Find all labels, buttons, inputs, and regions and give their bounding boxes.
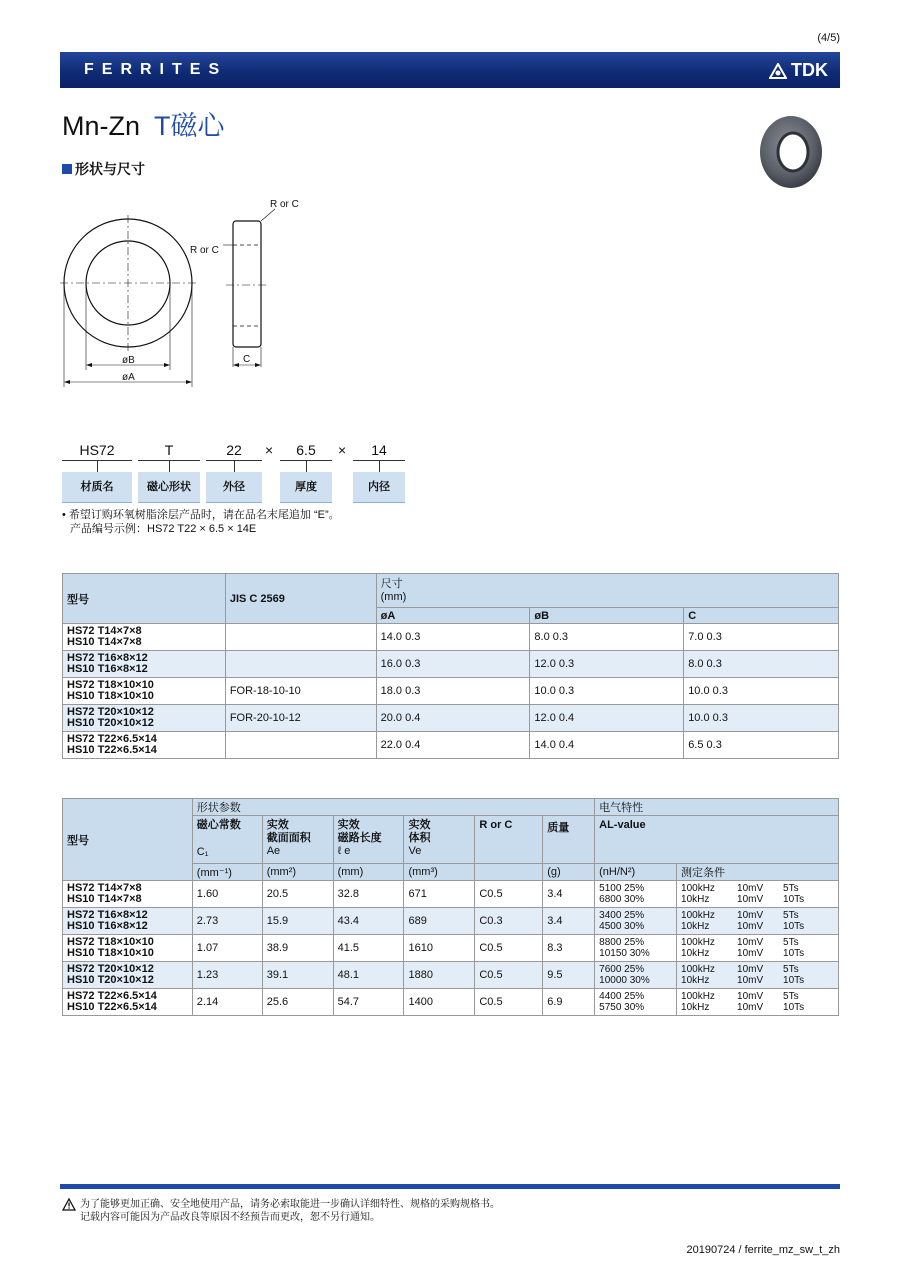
th-al-value: AL-value <box>595 816 839 864</box>
conditions-cell: 100kHz 10mV 5Ts 10kHz 10mV 10Ts <box>677 962 839 989</box>
table-row <box>63 705 839 732</box>
ve-cell: 1880 <box>404 962 475 989</box>
pn-shape-value: T <box>138 440 200 461</box>
th-ve: 实效 体积 Ve <box>404 816 475 864</box>
th-jis: JIS C 2569 <box>225 574 376 624</box>
c1-cell: 2.14 <box>192 989 262 1016</box>
page-title <box>62 104 225 143</box>
dim-b-cell: 14.0 0.4 <box>530 732 684 759</box>
model-cell: HS72 T16×8×12 HS10 T16×8×12 <box>63 908 193 935</box>
dim-a-cell: 18.0 0.3 <box>376 678 530 705</box>
pn-tick <box>97 460 98 472</box>
dim-b-cell: 8.0 0.3 <box>530 624 684 651</box>
le-cell: 32.8 <box>333 881 404 908</box>
model-cell: HS72 T18×10×10 HS10 T18×10×10 <box>63 935 193 962</box>
al-cell: 8800 25% 10150 30% <box>595 935 677 962</box>
dim-label-a: øA <box>122 372 135 383</box>
th-dim-b: øB <box>530 608 684 624</box>
jis-cell <box>225 732 376 759</box>
order-note-line1: • 希望订购环氧树脂涂层产品时，请在品名末尾追加 “E”。 <box>62 509 340 521</box>
rc-cell: C0.5 <box>475 935 543 962</box>
th-r-or-c: R or C <box>475 816 543 864</box>
table-row <box>63 908 839 935</box>
table-row <box>63 935 839 962</box>
label-r-or-c-side: R or C <box>190 245 219 256</box>
th-model: 型号 <box>63 799 193 881</box>
ae-cell: 20.5 <box>262 881 333 908</box>
ae-cell: 15.9 <box>262 908 333 935</box>
pn-label-shape: 磁心形状 <box>138 472 200 503</box>
conditions-cell: 100kHz 10mV 5Ts 10kHz 10mV 10Ts <box>677 989 839 1016</box>
ae-cell: 25.6 <box>262 989 333 1016</box>
tdk-logo-icon <box>769 63 787 79</box>
model-cell: HS72 T22×6.5×14 HS10 T22×6.5×14 <box>63 989 193 1016</box>
th-dim-c: C <box>684 608 839 624</box>
th-shape-params: 形状参数 <box>192 799 594 816</box>
th-le-unit: (mm) <box>333 864 404 881</box>
le-cell: 41.5 <box>333 935 404 962</box>
ring-side-view <box>233 221 261 347</box>
c1-cell: 1.07 <box>192 935 262 962</box>
th-conditions: 测定条件 <box>677 864 839 881</box>
th-mass: 质量 <box>543 816 595 864</box>
dim-c-cell: 7.0 0.3 <box>684 624 839 651</box>
mass-cell: 8.3 <box>543 935 595 962</box>
table-row <box>63 624 839 651</box>
dim-c-cell: 10.0 0.3 <box>684 678 839 705</box>
table-row <box>63 881 839 908</box>
page-number: (4/5) <box>817 32 840 44</box>
ve-cell: 671 <box>404 881 475 908</box>
tdk-logo-text: TDK <box>791 60 828 80</box>
rc-cell: C0.5 <box>475 881 543 908</box>
model-cell: HS72 T18×10×10 HS10 T18×10×10 <box>63 678 226 705</box>
ae-cell: 38.9 <box>262 935 333 962</box>
warning-icon <box>62 1198 76 1211</box>
jis-cell <box>225 624 376 651</box>
th-electrical: 电气特性 <box>595 799 839 816</box>
th-model: 型号 <box>63 574 226 624</box>
conditions-cell: 100kHz 10mV 5Ts 10kHz 10mV 10Ts <box>677 935 839 962</box>
th-ve-unit: (mm³) <box>404 864 475 881</box>
pn-label-outer: 外径 <box>206 472 262 503</box>
ve-cell: 689 <box>404 908 475 935</box>
th-c1-unit: (mm⁻¹) <box>192 864 262 881</box>
dim-c-cell: 10.0 0.3 <box>684 705 839 732</box>
model-cell: HS72 T14×7×8 HS10 T14×7×8 <box>63 624 226 651</box>
al-cell: 5100 25% 6800 30% <box>595 881 677 908</box>
dim-label-c: C <box>243 354 251 365</box>
pn-tick <box>379 460 380 472</box>
dim-a-cell: 14.0 0.3 <box>376 624 530 651</box>
al-cell: 3400 25% 4500 30% <box>595 908 677 935</box>
footer-notice-line1: 为了能够更加正确、安全地使用产品，请务必索取能进一步确认详细特性、规格的采购规格书。 <box>80 1199 500 1210</box>
rc-cell: C0.5 <box>475 989 543 1016</box>
le-cell: 54.7 <box>333 989 404 1016</box>
pn-tick <box>234 460 235 472</box>
jis-cell: FOR-20-10-12 <box>225 705 376 732</box>
th-dim-a: øA <box>376 608 530 624</box>
table-row <box>63 962 839 989</box>
mass-cell: 9.5 <box>543 962 595 989</box>
pn-material-value: HS72 <box>62 440 132 461</box>
th-c1: 磁心常数 C₁ <box>192 816 262 864</box>
c1-cell: 1.60 <box>192 881 262 908</box>
pn-separator: × <box>338 442 347 458</box>
ferrites-banner <box>60 52 840 88</box>
table-row <box>63 678 839 705</box>
model-cell: HS72 T20×10×12 HS10 T20×10×12 <box>63 962 193 989</box>
dim-a-cell: 22.0 0.4 <box>376 732 530 759</box>
mass-cell: 3.4 <box>543 881 595 908</box>
characteristics-table <box>62 798 839 1016</box>
th-mass-unit: (g) <box>543 864 595 881</box>
pn-thickness-value: 6.5 <box>280 440 332 461</box>
ve-cell: 1610 <box>404 935 475 962</box>
dim-a-cell: 20.0 0.4 <box>376 705 530 732</box>
pn-label-inner: 内径 <box>353 472 405 503</box>
le-cell: 48.1 <box>333 962 404 989</box>
conditions-cell: 100kHz 10mV 5Ts 10kHz 10mV 10Ts <box>677 908 839 935</box>
tdk-logo <box>769 60 828 81</box>
th-rc-unit <box>475 864 543 881</box>
order-note-line2: 产品编号示例：HS72 T22 × 6.5 × 14E <box>70 523 257 535</box>
dimension-drawing <box>40 195 340 395</box>
table-row <box>63 651 839 678</box>
mass-cell: 3.4 <box>543 908 595 935</box>
ae-cell: 39.1 <box>262 962 333 989</box>
dim-c-cell: 6.5 0.3 <box>684 732 839 759</box>
conditions-cell: 100kHz 10mV 5Ts 10kHz 10mV 10Ts <box>677 881 839 908</box>
th-dimensions-unit: (mm) <box>380 590 407 603</box>
th-ae-unit: (mm²) <box>262 864 333 881</box>
section-title-text: 形状与尺寸 <box>75 161 145 177</box>
table-row <box>63 989 839 1016</box>
pn-tick <box>169 460 170 472</box>
banner-label: FERRITES <box>84 61 228 78</box>
th-dimensions <box>376 574 838 608</box>
le-cell: 43.4 <box>333 908 404 935</box>
al-cell: 7600 25% 10000 30% <box>595 962 677 989</box>
dim-c-cell: 8.0 0.3 <box>684 651 839 678</box>
dim-b-cell: 10.0 0.3 <box>530 678 684 705</box>
model-cell: HS72 T14×7×8 HS10 T14×7×8 <box>63 881 193 908</box>
label-r-or-c-top: R or C <box>270 199 299 210</box>
section-title <box>62 159 145 179</box>
pn-outer-value: 22 <box>206 440 262 461</box>
dim-b-cell: 12.0 0.3 <box>530 651 684 678</box>
jis-cell <box>225 651 376 678</box>
th-dimensions-label: 尺寸 <box>380 577 403 590</box>
th-ae: 实效 截面面积 Ae <box>262 816 333 864</box>
footer-notice-line2: 记载内容可能因为产品改良等原因不经预告而更改，恕不另行通知。 <box>80 1212 380 1223</box>
rc-cell: C0.3 <box>475 908 543 935</box>
pn-separator: × <box>265 442 274 458</box>
dim-a-cell: 16.0 0.3 <box>376 651 530 678</box>
model-cell: HS72 T20×10×12 HS10 T20×10×12 <box>63 705 226 732</box>
th-le: 实效 磁路长度 ℓ e <box>333 816 404 864</box>
pn-tick <box>306 460 307 472</box>
dim-b-cell: 12.0 0.4 <box>530 705 684 732</box>
pn-label-material: 材质名 <box>62 472 132 503</box>
title-core-type: T磁心 <box>154 111 225 141</box>
mass-cell: 6.9 <box>543 989 595 1016</box>
rc-cell: C0.5 <box>475 962 543 989</box>
footer-bar <box>60 1184 840 1189</box>
ve-cell: 1400 <box>404 989 475 1016</box>
model-cell: HS72 T22×6.5×14 HS10 T22×6.5×14 <box>63 732 226 759</box>
model-cell: HS72 T16×8×12 HS10 T16×8×12 <box>63 651 226 678</box>
th-al-unit: (nH/N²) <box>595 864 677 881</box>
dim-label-b: øB <box>122 355 135 366</box>
table-row <box>63 732 839 759</box>
c1-cell: 2.73 <box>192 908 262 935</box>
document-id: 20190724 / ferrite_mz_sw_t_zh <box>686 1244 840 1256</box>
al-cell: 4400 25% 5750 30% <box>595 989 677 1016</box>
footer-notice <box>62 1198 500 1224</box>
dimensions-table <box>62 573 839 759</box>
order-note <box>62 508 340 536</box>
c1-cell: 1.23 <box>192 962 262 989</box>
toroid-core-photo <box>755 108 825 188</box>
pn-label-thickness: 厚度 <box>280 472 332 503</box>
jis-cell: FOR-18-10-10 <box>225 678 376 705</box>
section-square-icon <box>62 164 72 174</box>
title-material: Mn-Zn <box>62 111 141 141</box>
pn-inner-value: 14 <box>353 440 405 461</box>
